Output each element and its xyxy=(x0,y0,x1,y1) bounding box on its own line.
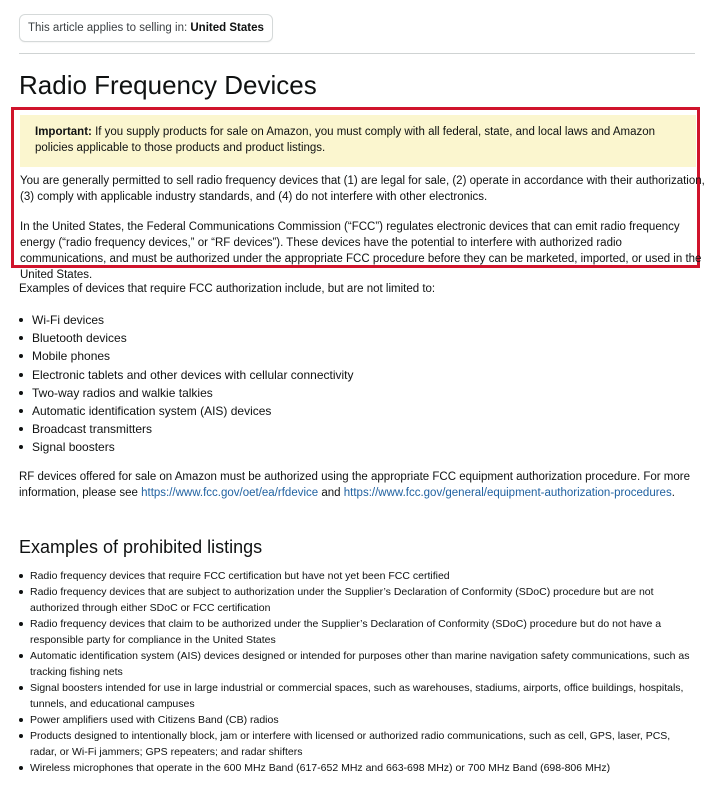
applies-to-country: United States xyxy=(190,22,264,34)
applies-to-badge xyxy=(19,14,273,42)
authorization-paragraph xyxy=(19,469,709,501)
fcc-equipment-authorization-link[interactable]: https://www.fcc.gov/general/equipment-authorization-procedures xyxy=(343,487,672,499)
alert-text: If you supply products for sale on Amazon, you must comply with all federal, state, and local laws and Amazon policies applicable to those products and product listings. xyxy=(35,126,656,154)
list-item: Wireless microphones that operate in the 600 MHz Band (617-652 MHz and 663-698 MHz) or 700 MHz Band (698-806 MHz) xyxy=(19,760,699,776)
list-item: Two-way radios and walkie talkies xyxy=(19,384,354,402)
prohibited-heading: Examples of prohibited listings xyxy=(19,537,263,557)
list-item: Bluetooth devices xyxy=(19,329,354,347)
page-title: Radio Frequency Devices xyxy=(19,70,317,100)
prohibited-list xyxy=(19,568,699,776)
list-item: Radio frequency devices that require FCC certification but have not yet been FCC certified xyxy=(19,568,699,584)
important-alert xyxy=(20,115,696,167)
list-item: Wi-Fi devices xyxy=(19,311,354,329)
authorization-and: and xyxy=(321,487,341,499)
divider xyxy=(19,53,695,54)
list-item: Signal boosters intended for use in large industrial or commercial spaces, such as warehouses, stadiums, airports, office buildings, hospitals, tunnels, and educational campuses xyxy=(19,680,699,712)
fcc-rfdevice-link[interactable]: https://www.fcc.gov/oet/ea/rfdevice xyxy=(141,487,319,499)
examples-intro: Examples of devices that require FCC authorization include, but are not limited to: xyxy=(19,283,436,295)
highlight-frame xyxy=(11,107,705,281)
alert-label: Important: xyxy=(35,126,92,138)
authorization-text: RF devices offered for sale on Amazon must be authorized using the appropriate FCC equipment authorization procedure. For more information, please see xyxy=(19,471,690,499)
list-item: Radio frequency devices that are subject to authorization under the Supplier’s Declaration of Conformity (SDoC) procedure but are not authorized through either SDoC or FCC certification xyxy=(19,584,699,616)
list-item: Automatic identification system (AIS) devices xyxy=(19,402,354,420)
fcc-paragraph: In the United States, the Federal Communications Commission (“FCC”) regulates electronic devices that can emit radio frequency energy (“radio frequency devices,” or “RF devices”). These devices have the potential to interfere with authorized radio communications, and must be authorized under the appropriate FCC procedure before they can be marketed, imported, or used in the United States. xyxy=(20,221,702,281)
list-item: Automatic identification system (AIS) devices designed or intended for purposes other than marine navigation safety communications, such as tracking fishing nets xyxy=(19,648,699,680)
list-item: Power amplifiers used with Citizens Band (CB) radios xyxy=(19,712,699,728)
list-item: Mobile phones xyxy=(19,347,354,365)
list-item: Broadcast transmitters xyxy=(19,420,354,438)
applies-to-prefix: This article applies to selling in: xyxy=(28,22,188,34)
authorization-end: . xyxy=(671,487,675,499)
list-item: Electronic tablets and other devices with cellular connectivity xyxy=(19,366,354,384)
list-item: Signal boosters xyxy=(19,438,354,456)
permitted-paragraph: You are generally permitted to sell radio frequency devices that (1) are legal for sale, (2) operate in accordance with their authorization, (3) comply with applicable industry standards, and (4) do not interfere with other electronics. xyxy=(20,175,705,203)
device-list xyxy=(19,311,354,457)
list-item: Products designed to intentionally block, jam or interfere with licensed or authorized radio communications, such as cell, GPS, laser, PCS, radar, or Wi-Fi jammers; GPS repeaters; and radar shifters xyxy=(19,728,699,760)
list-item: Radio frequency devices that claim to be authorized under the Supplier’s Declaration of Conformity (SDoC) procedure but do not have a responsible party for compliance in the United States xyxy=(19,616,699,648)
